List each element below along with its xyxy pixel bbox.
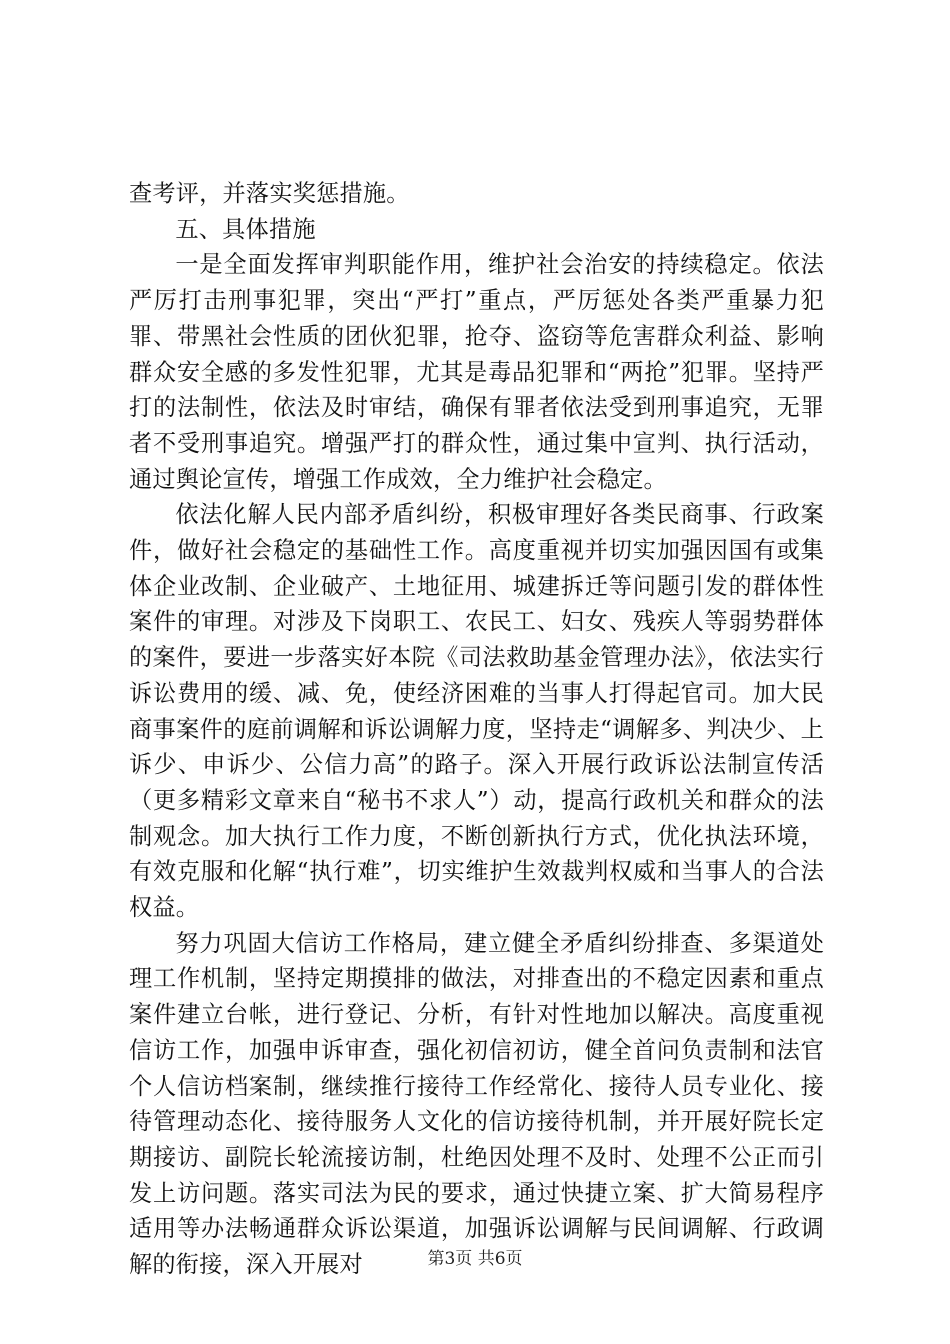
document-body	[129, 176, 824, 1283]
paragraph-dispute-resolution: 依法化解人民内部矛盾纠纷，积极审理好各类民商事、行政案件，做好社会稳定的基础性工作。高度重视并切实加强因国有或集体企业改制、企业破产、土地征用、城建拆迁等问题引发的群体性案件的审理。对涉及下岗职工、农民工、妇女、残疾人等弱势群体的案件，要进一步落实好本院《司法救助基金管理办法》，依法实行诉讼费用的缓、减、免，使经济困难的当事人打得起官司。加大民商事案件的庭前调解和诉讼调解力度，坚持走“调解多、判决少、上诉少、申诉少、公信力高”的路子。深入开展行政诉讼法制宣传活（更多精彩文章来自“秘书不求人”）动，提高行政机关和群众的法制观念。加大执行工作力度，不断创新执行方式，优化执法环境，有效克服和化解“执行难”，切实维护生效裁判权威和当事人的合法权益。	[129, 501, 824, 922]
page-number-footer: 第3页 共6页	[427, 1249, 523, 1269]
paragraph-continuation: 查考评，并落实奖惩措施。	[129, 180, 410, 207]
paragraph-measure-one: 一是全面发挥审判职能作用，维护社会治安的持续稳定。依法严厉打击刑事犯罪，突出“严打”重点，严厉惩处各类严重暴力犯罪、带黑社会性质的团伙犯罪，抢夺、盗窃等危害群众利益、影响群众安全感的多发性犯罪，尤其是毒品犯罪和“两抢”犯罪。坚持严打的法制性，依法及时审结，确保有罪者依法受到刑事追究，无罪者不受刑事追究。增强严打的群众性，通过集中宣判、执行活动，通过舆论宣传，增强工作成效，全力维护社会稳定。	[129, 251, 824, 493]
paragraph-petition-work: 努力巩固大信访工作格局，建立健全矛盾纠纷排查、多渠道处理工作机制，坚持定期摸排的做法，对排查出的不稳定因素和重点案件建立台帐，进行登记、分析，有针对性地加以解决。高度重视信访工作，加强申诉审查，强化初信初访，健全首问负责制和法官个人信访档案制，继续推行接待工作经常化、接待人员专业化、接待管理动态化、接待服务人文化的信访接待机制，并开展好院长定期接访、副院长轮流接访制，杜绝因处理不及时、处理不公正而引发上访问题。落实司法为民的要求，通过快捷立案、扩大简易程序适用等办法畅通群众诉讼渠道，加强诉讼调解与民间调解、行政调解的衔接，深入开展对	[129, 929, 824, 1279]
section-heading: 五、具体措施	[175, 215, 316, 243]
